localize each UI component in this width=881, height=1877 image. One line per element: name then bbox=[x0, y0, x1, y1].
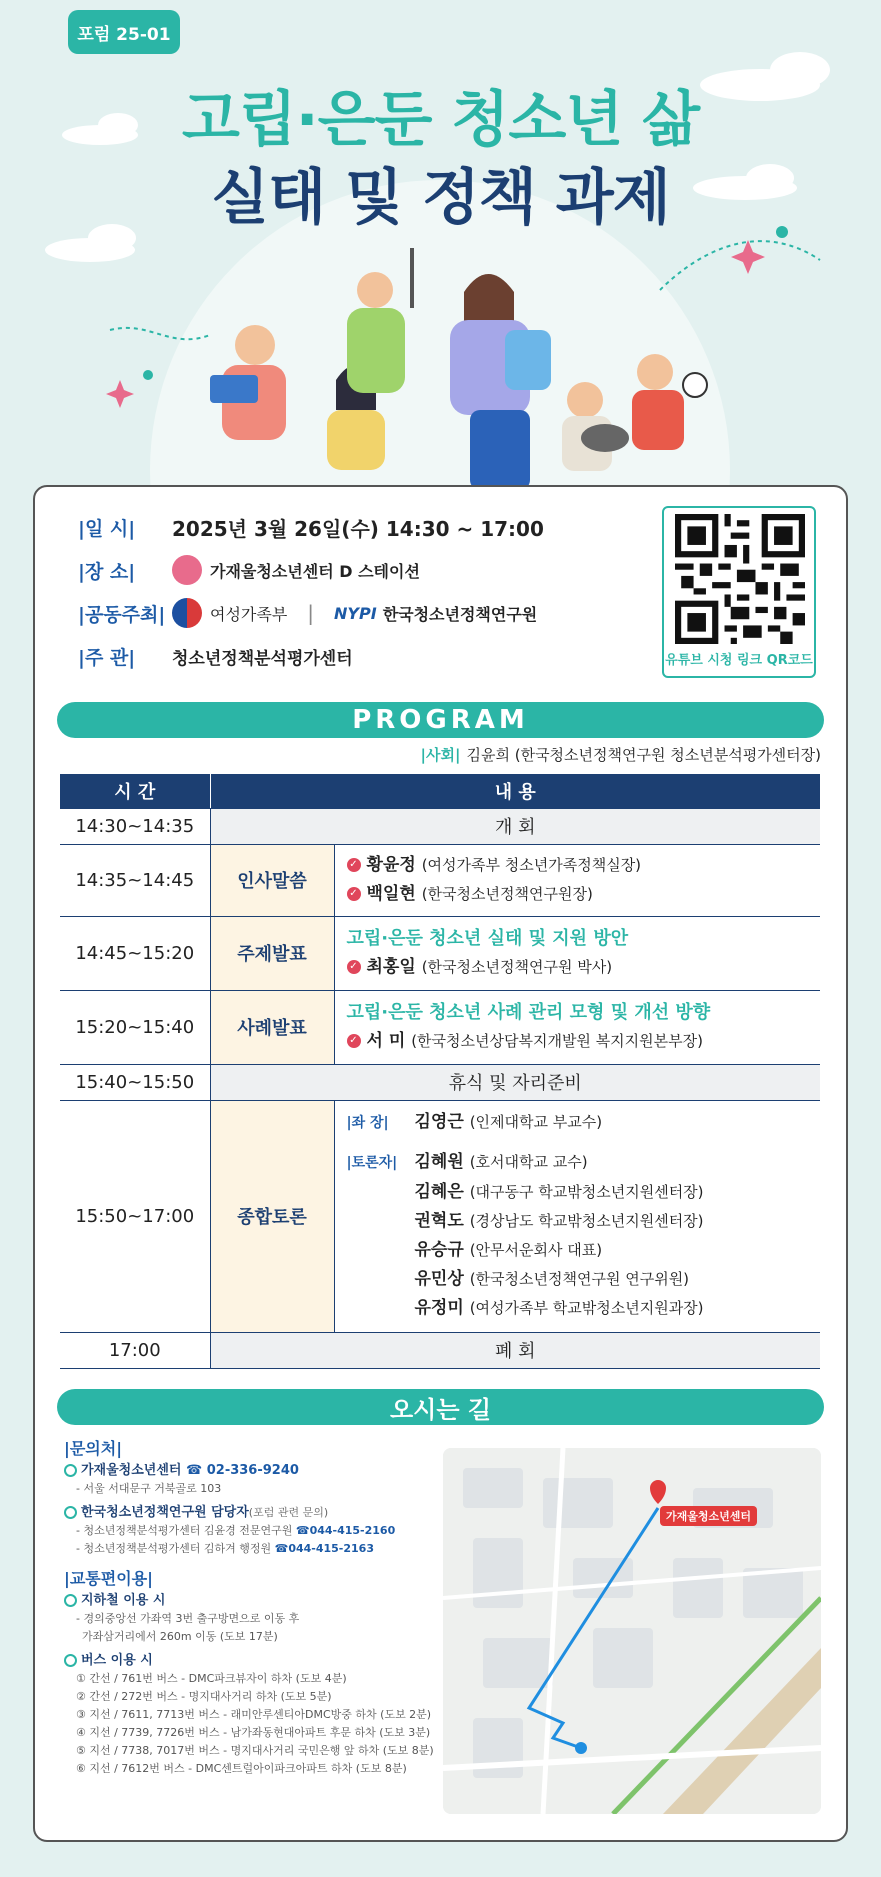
venue-address: - 서울 서대문구 거북골로 103 bbox=[76, 1482, 222, 1495]
table-row bbox=[60, 990, 820, 1064]
chair-label: |좌 장| bbox=[346, 1114, 389, 1131]
place-row bbox=[78, 553, 420, 587]
phone-icon: ☎ bbox=[186, 1463, 203, 1478]
nypi-logo-icon: NYPI bbox=[334, 603, 377, 623]
speaker-affiliation: (여성가족부 청소년가족정책실장) bbox=[421, 856, 642, 874]
organizer-value: 청소년정책분석평가센터 bbox=[172, 648, 353, 669]
cohost-1: 여성가족부 bbox=[210, 604, 288, 624]
map-marker-label: 가재울청소년센터 bbox=[660, 1506, 757, 1526]
subway-heading: 지하철 이용 시 bbox=[64, 1592, 434, 1610]
date-label: |일 시| bbox=[78, 517, 136, 540]
bus-line: ③ 지선 / 7611, 7713번 버스 - 래미안루센티아DMC방중 하차 (도보 2분) bbox=[76, 1708, 432, 1721]
directions-info bbox=[64, 1440, 434, 1778]
organizer-row bbox=[78, 639, 353, 673]
col-content-header: 내 용 bbox=[210, 774, 820, 808]
row-category: 종합토론 bbox=[210, 1100, 334, 1332]
row-time: 15:40~15:50 bbox=[60, 1064, 210, 1100]
speaker-name: 서 미 bbox=[366, 1031, 406, 1051]
hero-banner bbox=[0, 0, 881, 500]
host-value: 김윤희 (한국청소년정책연구원 청소년분석평가센터장) bbox=[466, 746, 821, 764]
row-time: 15:20~15:40 bbox=[60, 990, 210, 1064]
table-row bbox=[60, 916, 820, 990]
contact-person: - 청소년정책분석평가센터 김윤경 전문연구원 bbox=[76, 1524, 293, 1537]
row-time: 17:00 bbox=[60, 1332, 210, 1368]
host-label: |사회| bbox=[420, 746, 461, 764]
subway-line: 가좌삼거리에서 260m 이동 (도보 17분) bbox=[82, 1630, 278, 1643]
contact-phone[interactable]: 044-415-2160 bbox=[309, 1524, 396, 1537]
contact-venue bbox=[64, 1462, 434, 1480]
row-content: 개 회 bbox=[210, 808, 820, 844]
contact-line bbox=[64, 1540, 434, 1558]
qr-code-icon[interactable] bbox=[675, 514, 805, 644]
venue-logo-icon bbox=[172, 555, 202, 585]
speaker-affiliation: (한국청소년정책연구원 박사) bbox=[421, 958, 613, 976]
directions-heading: 오시는 길 bbox=[57, 1389, 824, 1425]
table-row bbox=[60, 1332, 820, 1368]
cohost-divider: | bbox=[307, 601, 315, 625]
speaker-affiliation: (한국청소년상담복지개발원 복지지원본부장) bbox=[411, 1032, 703, 1050]
speaker-affiliation: (한국청소년정책연구원 연구위원) bbox=[469, 1269, 690, 1288]
speaker-name: 최홍일 bbox=[366, 957, 416, 977]
row-category: 인사말씀 bbox=[210, 844, 334, 916]
row-category: 주제발표 bbox=[210, 916, 334, 990]
contact-line bbox=[64, 1522, 434, 1540]
speaker-affiliation: (여성가족부 학교밖청소년지원과장) bbox=[469, 1298, 704, 1317]
speaker-affiliation: (한국청소년정책연구원장) bbox=[421, 885, 593, 903]
bus-line: ⑤ 지선 / 7738, 7017번 버스 - 명지대사거리 국민은행 앞 하차 (도보 8분) bbox=[76, 1744, 434, 1757]
row-content bbox=[334, 916, 820, 990]
subway-line: - 경의중앙선 가좌역 3번 출구방면으로 이동 후 bbox=[76, 1612, 300, 1625]
forum-number-badge: 포럼 25-01 bbox=[68, 10, 180, 54]
speaker-name: 유승규 bbox=[414, 1239, 464, 1260]
location-map[interactable] bbox=[443, 1448, 821, 1814]
date-value: 2025년 3월 26일(수) 14:30 ~ 17:00 bbox=[172, 516, 544, 541]
row-content: 폐 회 bbox=[210, 1332, 820, 1368]
contact-heading: |문의처| bbox=[64, 1439, 123, 1458]
chair-line bbox=[347, 1108, 809, 1138]
qr-caption: 유튜브 시청 링크 QR코드 bbox=[665, 653, 813, 668]
speaker-affiliation: (안무서운회사 대표) bbox=[469, 1240, 603, 1259]
speaker-affiliation: (인제대학교 부교수) bbox=[469, 1112, 603, 1131]
map-graphic bbox=[443, 1448, 821, 1814]
row-time: 14:35~14:45 bbox=[60, 844, 210, 916]
panel-line bbox=[347, 1178, 809, 1207]
contact-nypi-note: (포럼 관련 문의) bbox=[248, 1506, 329, 1519]
title-line-1: 고립·은둔 청소년 삶 bbox=[181, 85, 700, 155]
panel-line bbox=[347, 1265, 809, 1294]
row-content bbox=[334, 844, 820, 916]
bus-line: ① 간선 / 761번 버스 - DMC파크뷰자이 하차 (도보 4분) bbox=[76, 1672, 347, 1685]
row-content bbox=[334, 990, 820, 1064]
contact-person: - 청소년정책분석평가센터 김하겨 행정원 bbox=[76, 1542, 272, 1555]
program-heading: PROGRAM bbox=[57, 702, 824, 738]
contact-nypi bbox=[64, 1504, 434, 1522]
bus-line: ② 간선 / 272번 버스 - 명지대사거리 하차 (도보 5분) bbox=[76, 1690, 332, 1703]
phone-icon: ☎ bbox=[274, 1542, 289, 1555]
row-content: 휴식 및 자리준비 bbox=[210, 1064, 820, 1100]
check-icon: ✓ bbox=[347, 887, 361, 901]
program-table bbox=[60, 774, 820, 1369]
title-line-2: 실태 및 정책 과제 bbox=[211, 163, 670, 233]
panel-label: |토론자| bbox=[346, 1154, 398, 1171]
panel-line bbox=[347, 1148, 809, 1178]
organizer-label: |주 관| bbox=[78, 646, 136, 669]
check-icon: ✓ bbox=[347, 960, 361, 974]
check-icon: ✓ bbox=[347, 1034, 361, 1048]
qr-code-box[interactable] bbox=[662, 506, 816, 678]
speaker-name: 김혜은 bbox=[414, 1181, 464, 1202]
topic-title: 고립·은둔 청소년 실태 및 지원 방안 bbox=[346, 928, 629, 949]
row-time: 15:50~17:00 bbox=[60, 1100, 210, 1332]
topic-title: 고립·은둔 청소년 사례 관리 모형 및 개선 방향 bbox=[346, 1002, 711, 1023]
check-icon: ✓ bbox=[347, 858, 361, 872]
bus-line: ⑥ 지선 / 7612번 버스 - DMC센트럴아이파크아파트 하차 (도보 8분) bbox=[76, 1762, 407, 1775]
host-line bbox=[421, 744, 821, 765]
table-row bbox=[60, 1100, 820, 1332]
speaker-name: 김영근 bbox=[414, 1111, 464, 1132]
cohost-label: |공동주최| bbox=[78, 603, 166, 626]
panel-line bbox=[347, 1207, 809, 1236]
contact-phone[interactable]: 044-415-2163 bbox=[288, 1542, 374, 1555]
row-time: 14:30~14:35 bbox=[60, 808, 210, 844]
speaker-name: 김혜원 bbox=[414, 1151, 464, 1172]
table-row bbox=[60, 808, 820, 844]
phone-icon: ☎ bbox=[295, 1524, 310, 1537]
transit-heading: |교통편이용| bbox=[64, 1569, 153, 1588]
row-category: 사례발표 bbox=[210, 990, 334, 1064]
speaker-name: 황윤정 bbox=[366, 855, 416, 875]
contact-venue-name: 가재울청소년센터 bbox=[81, 1463, 182, 1478]
row-time: 14:45~15:20 bbox=[60, 916, 210, 990]
speaker-affiliation: (호서대학교 교수) bbox=[469, 1152, 588, 1171]
table-row bbox=[60, 1064, 820, 1100]
speaker-name: 유민상 bbox=[414, 1268, 464, 1289]
contact-nypi-name: 한국청소년정책연구원 담당자 bbox=[81, 1505, 249, 1520]
col-time-header: 시 간 bbox=[60, 774, 210, 808]
bus-heading: 버스 이용 시 bbox=[64, 1652, 434, 1670]
taegeuk-logo-icon bbox=[172, 598, 202, 628]
row-content bbox=[334, 1100, 820, 1332]
speaker-name: 백일현 bbox=[366, 884, 416, 904]
speaker-name: 유정미 bbox=[414, 1297, 464, 1318]
cohost-row bbox=[78, 596, 537, 630]
contact-venue-phone[interactable]: 02-336-9240 bbox=[206, 1463, 299, 1478]
panel-line bbox=[347, 1236, 809, 1265]
table-row bbox=[60, 844, 820, 916]
place-value: 가재울청소년센터 D 스테이션 bbox=[210, 561, 420, 581]
speaker-affiliation: (경상남도 학교밖청소년지원센터장) bbox=[469, 1211, 704, 1230]
cohost-2: 한국청소년정책연구원 bbox=[382, 604, 538, 624]
panel-line bbox=[347, 1294, 809, 1323]
speaker-name: 권혁도 bbox=[414, 1210, 464, 1231]
date-row bbox=[78, 510, 544, 544]
table-header-row bbox=[60, 774, 820, 808]
speaker-affiliation: (대구동구 학교밖청소년지원센터장) bbox=[469, 1182, 704, 1201]
place-label: |장 소| bbox=[78, 560, 136, 583]
bus-line: ④ 지선 / 7739, 7726번 버스 - 남가좌동현대아파트 후문 하차 (도보 3분) bbox=[76, 1726, 431, 1739]
